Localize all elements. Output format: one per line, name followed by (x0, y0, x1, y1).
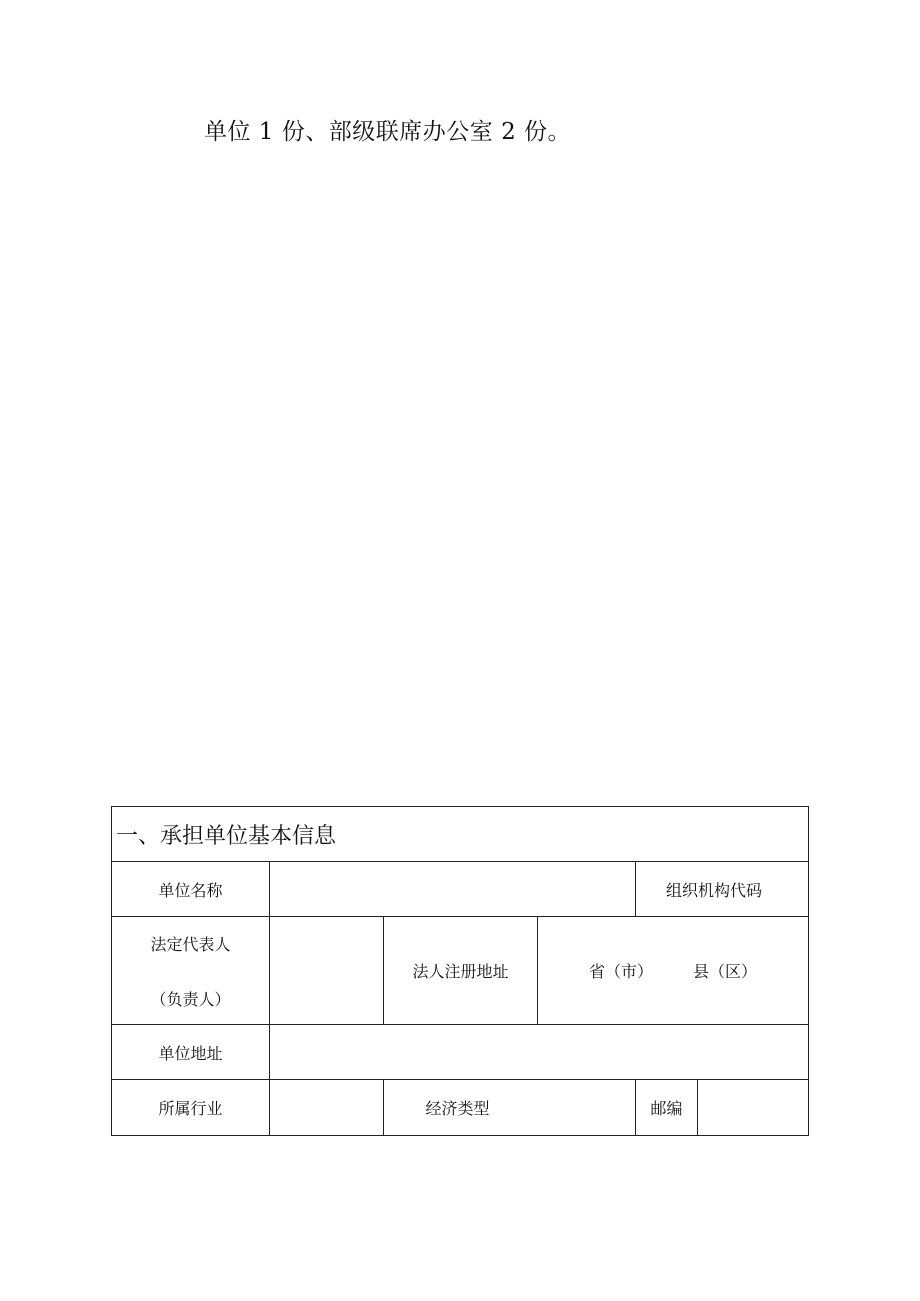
postcode-label: 邮编 (636, 1080, 698, 1136)
postcode-field[interactable] (698, 1080, 809, 1136)
legal-rep-field[interactable] (270, 917, 384, 1025)
economic-type-label: 经济类型 (384, 1080, 636, 1136)
unit-name-field[interactable] (270, 862, 636, 917)
unit-address-field[interactable] (270, 1025, 809, 1080)
intro-line: 单位 1 份、部级联席办公室 2 份。 (204, 119, 572, 145)
industry-field[interactable] (270, 1080, 384, 1136)
unit-address-label: 单位地址 (112, 1025, 270, 1080)
legal-rep-label-alt: （负责人） (150, 989, 231, 1009)
reg-address-field[interactable] (538, 917, 809, 1025)
legal-rep-label (112, 917, 270, 1025)
legal-rep-label-main: 法定代表人 (150, 934, 231, 954)
industry-label: 所属行业 (112, 1080, 270, 1136)
org-code-label: 组织机构代码 (636, 862, 809, 917)
unit-name-label: 单位名称 (112, 862, 270, 917)
reg-address-label: 法人注册地址 (384, 917, 538, 1025)
section-title: 一、承担单位基本信息 (112, 807, 809, 862)
unit-info-table (111, 806, 809, 1136)
county-label: 县（区） (693, 962, 758, 981)
province-label: 省（市） (588, 962, 653, 981)
